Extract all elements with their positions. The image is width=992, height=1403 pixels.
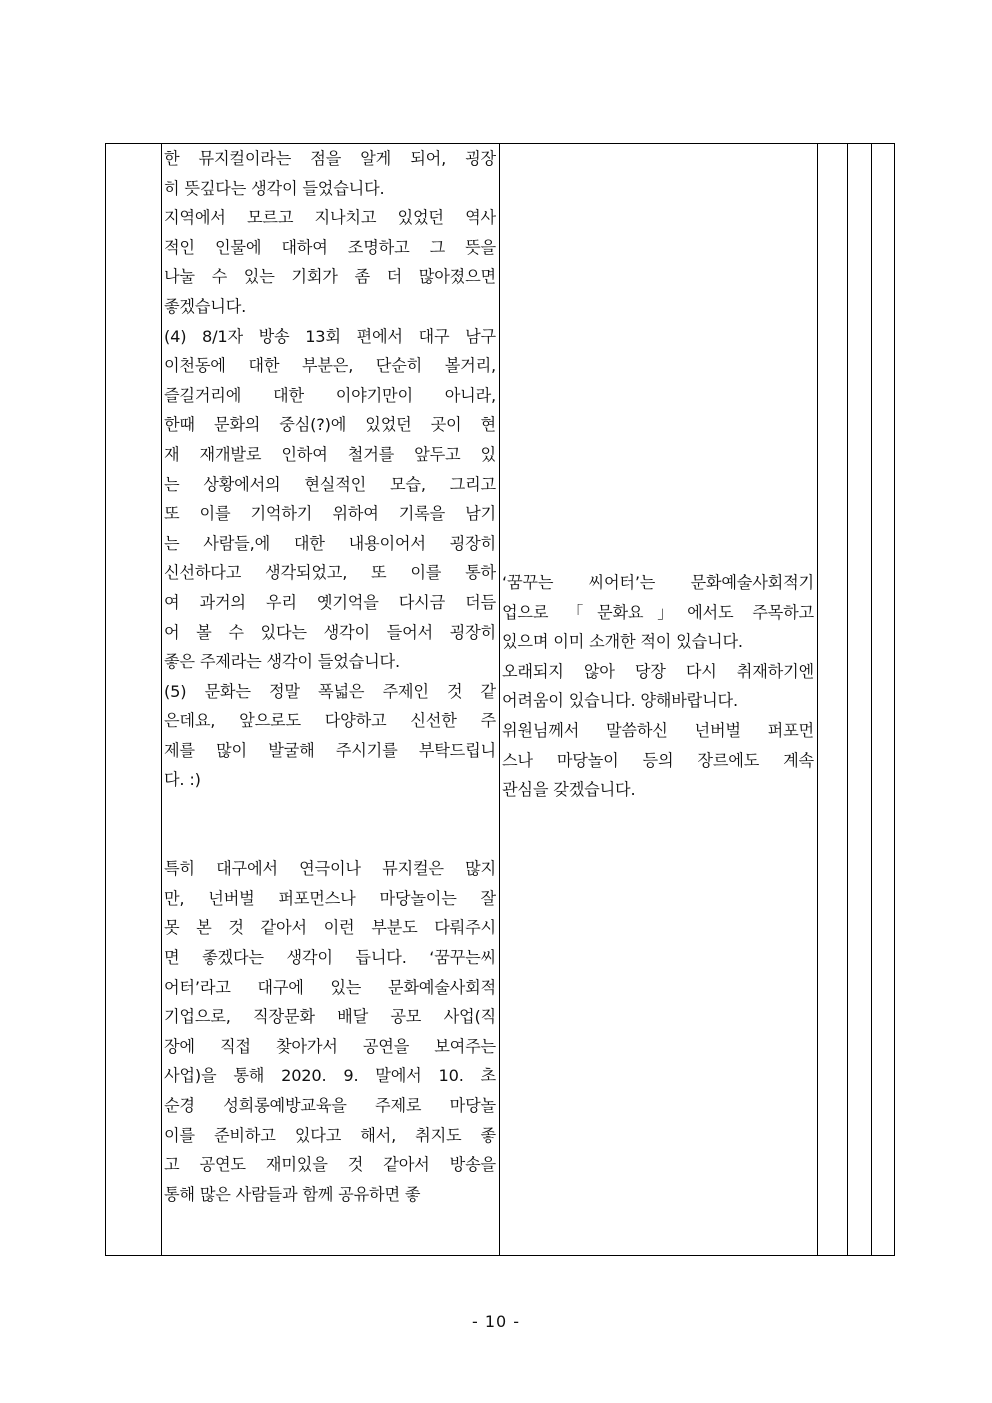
text-line: 은데요, 앞으로도 다양하고 신선한 주 — [164, 711, 496, 731]
text-line: 나눌 수 있는 기회가 좀 더 많아졌으면 — [164, 267, 496, 287]
text-line: 좋은 주제라는 생각이 들었습니다. — [164, 652, 400, 672]
response-cell — [502, 568, 814, 805]
text-line: 신선하다고 생각되었고, 또 이를 통하 — [164, 563, 496, 583]
text-line: 스나 마당놀이 등의 장르에도 계속 — [502, 750, 814, 770]
column-divider — [871, 144, 872, 1255]
text-line: 고 공연도 재미있을 것 같아서 방송을 — [164, 1155, 496, 1175]
column-divider — [847, 144, 848, 1255]
column-divider — [499, 144, 500, 1255]
column-divider — [817, 144, 818, 1255]
review-table — [105, 143, 895, 1256]
text-line: 재 재개발로 인하여 철거를 앞두고 있 — [164, 444, 496, 464]
text-line: 즐길거리에 대한 이야기만이 아니라, — [164, 385, 496, 405]
text-line: 통해 많은 사람들과 함께 공유하면 좋 — [164, 1184, 421, 1204]
text-line: 제를 많이 발굴해 주시기를 부탁드립니 — [164, 740, 496, 760]
text-line: 또 이를 기억하기 위하여 기록을 남기 — [164, 504, 496, 524]
text-line: 한 뮤지컬이라는 점을 알게 되어, 굉장 — [164, 149, 496, 168]
text-line: 적인 인물에 대하여 조명하고 그 뜻을 — [164, 237, 496, 257]
text-line — [164, 795, 496, 825]
text-line: 만, 넌버벌 퍼포먼스나 마당놀이는 잘 — [164, 888, 496, 908]
text-line: 면 좋겠다는 생각이 듭니다. ‘꿈꾸는씨 — [164, 948, 496, 968]
text-line: 관심을 갖겠습니다. — [502, 780, 636, 800]
text-line: 는 사람들,에 대한 내용이어서 굉장히 — [164, 533, 496, 553]
text-line: (5) 문화는 정말 폭넓은 주제인 것 같 — [164, 681, 496, 701]
text-line: 오래되지 않아 당장 다시 취재하기엔 — [502, 661, 814, 681]
text-line: 여 과거의 우리 옛기억을 다시금 더듬 — [164, 592, 496, 612]
text-line: 특히 대구에서 연극이나 뮤지컬은 많지 — [164, 859, 496, 879]
text-line: 지역에서 모르고 지나치고 있었던 역사 — [164, 208, 496, 228]
text-line: 업으로 「문화요」에서도 주목하고 — [502, 602, 814, 622]
text-line: 히 뜻깊다는 생각이 들었습니다. — [164, 178, 385, 198]
text-line: 위원님께서 말씀하신 넌버벌 퍼포먼 — [502, 720, 814, 740]
page-number: - 10 - — [471, 1312, 521, 1331]
committee-opinion-cell — [164, 144, 496, 1209]
text-line: 이천동에 대한 부분은, 단순히 볼거리, — [164, 356, 496, 376]
text-line: 한때 문화의 중심(?)에 있었던 곳이 현 — [164, 415, 496, 435]
column-divider — [161, 144, 162, 1255]
text-line: 좋겠습니다. — [164, 296, 247, 316]
text-line: 는 상황에서의 현실적인 모습, 그리고 — [164, 474, 496, 494]
text-line: 어려움이 있습니다. 양해바랍니다. — [502, 691, 738, 711]
text-line: 장에 직접 찾아가서 공연을 보여주는 — [164, 1036, 496, 1056]
text-line: 기업으로, 직장문화 배달 공모 사업(직 — [164, 1007, 496, 1027]
text-line: ‘꿈꾸는 씨어터’는 문화예술사회적기 — [502, 573, 814, 592]
text-line: 있으며 이미 소개한 적이 있습니다. — [502, 632, 743, 652]
text-line: 다. :) — [164, 770, 201, 790]
text-line: 이를 준비하고 있다고 해서, 취지도 좋 — [164, 1125, 496, 1145]
text-line: 어 볼 수 있다는 생각이 들어서 굉장히 — [164, 622, 496, 642]
text-line: 순경 성희롱예방교육을 주제로 마당놀 — [164, 1096, 496, 1115]
text-line — [164, 825, 496, 855]
text-line: 사업)을 통해 2020. 9. 말에서 10. 초 — [164, 1066, 496, 1086]
text-line: (4) 8/1자 방송 13회 편에서 대구 남구 — [164, 326, 496, 346]
text-line: 어터’라고 대구에 있는 문화예술사회적 — [164, 977, 496, 997]
text-line: 못 본 것 같아서 이런 부분도 다뤄주시 — [164, 918, 496, 938]
